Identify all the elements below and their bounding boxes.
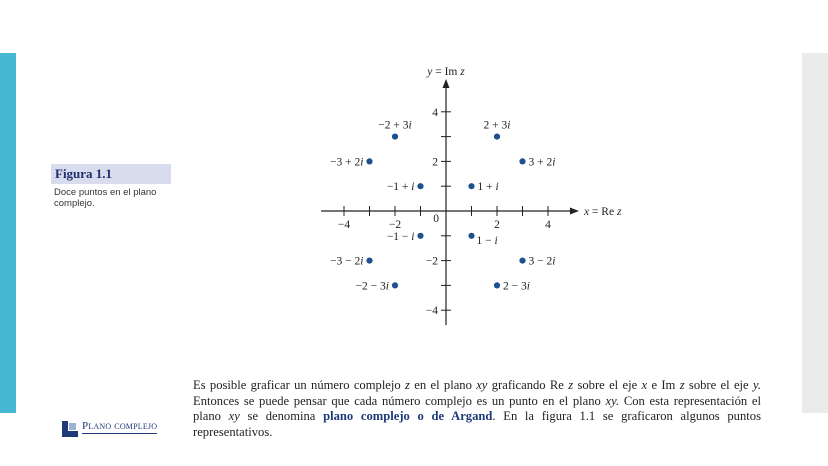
origin-label: 0	[433, 213, 439, 225]
data-point	[468, 233, 474, 239]
data-point	[392, 282, 398, 288]
y-axis-label: y = Im z	[427, 66, 465, 78]
y-tick-label: −4	[425, 305, 438, 318]
data-point	[417, 233, 423, 239]
x-tick-label: −4	[337, 219, 351, 231]
body-text-segment: sobre el eje	[573, 378, 642, 392]
y-tick-label: −2	[425, 255, 438, 268]
margin-note-label: Plano complejo	[82, 420, 158, 432]
y-tick-label: 2	[432, 156, 438, 169]
body-text-segment: sobre el eje	[684, 378, 753, 392]
data-point-label: 3 + 2i	[528, 156, 556, 169]
body-text-segment: se denomina	[239, 409, 324, 423]
body-text-var: xy	[476, 378, 488, 392]
data-point-label: 1 − i	[476, 234, 498, 247]
data-point	[494, 282, 500, 288]
body-paragraph	[193, 378, 761, 440]
data-point-label: 1 + i	[477, 181, 499, 194]
data-point-label: −1 + i	[386, 181, 415, 194]
body-text-var: z	[568, 378, 574, 392]
x-tick-label: 4	[545, 219, 551, 231]
x-tick-label: −2	[388, 219, 402, 231]
figure-caption-title: Figura 1.1	[51, 164, 171, 184]
data-point-label: 3 − 2i	[528, 255, 556, 268]
data-point	[392, 134, 398, 140]
figure-caption-text: Doce puntos en el plano complejo.	[54, 187, 157, 209]
body-text-var: z	[679, 378, 685, 392]
data-point	[468, 183, 474, 189]
body-text-segment: graficando Re	[487, 378, 569, 392]
data-point-label: −3 − 2i	[330, 255, 364, 268]
body-text-segment: Es posible graficar un número complejo	[193, 378, 406, 392]
body-text-var: y.	[752, 378, 762, 392]
data-point-label: −3 + 2i	[330, 156, 364, 169]
body-text-var: z	[405, 378, 410, 392]
body-text-segment: . En la figura 1.1 se graficaron algunos puntos representativos.	[193, 409, 761, 439]
data-point-label: 2 − 3i	[503, 280, 530, 293]
body-text-segment: Entonces se puede pensar que cada número complejo es un punto en el plano	[193, 393, 606, 408]
x-axis-arrow	[570, 208, 579, 215]
body-text-var: xy.	[605, 393, 620, 408]
y-axis-arrow	[443, 79, 450, 88]
x-axis-label: x = Re z	[583, 206, 622, 218]
data-point-label: 2 + 3i	[483, 119, 511, 132]
plane-corner-icon	[62, 421, 78, 437]
data-point	[519, 258, 525, 264]
body-text-segment: en el plano	[409, 378, 477, 392]
data-point-label: −1 − i	[386, 230, 415, 243]
data-point	[519, 158, 525, 164]
body-text-var: x	[641, 378, 648, 392]
body-text-segment: Con esta representación el plano	[193, 393, 761, 423]
data-point	[417, 183, 423, 189]
x-tick-label: 2	[494, 219, 500, 231]
y-tick-label: 4	[432, 106, 438, 119]
body-text-term: plano complejo o de Argand	[323, 409, 493, 423]
body-text-segment: e Im	[647, 378, 680, 392]
margin-note	[62, 418, 174, 440]
data-point	[494, 134, 500, 140]
body-text-var: xy	[228, 409, 240, 423]
data-point	[366, 258, 372, 264]
data-point	[366, 158, 372, 164]
data-point-label: −2 + 3i	[378, 119, 412, 132]
data-point-label: −2 − 3i	[355, 280, 389, 293]
